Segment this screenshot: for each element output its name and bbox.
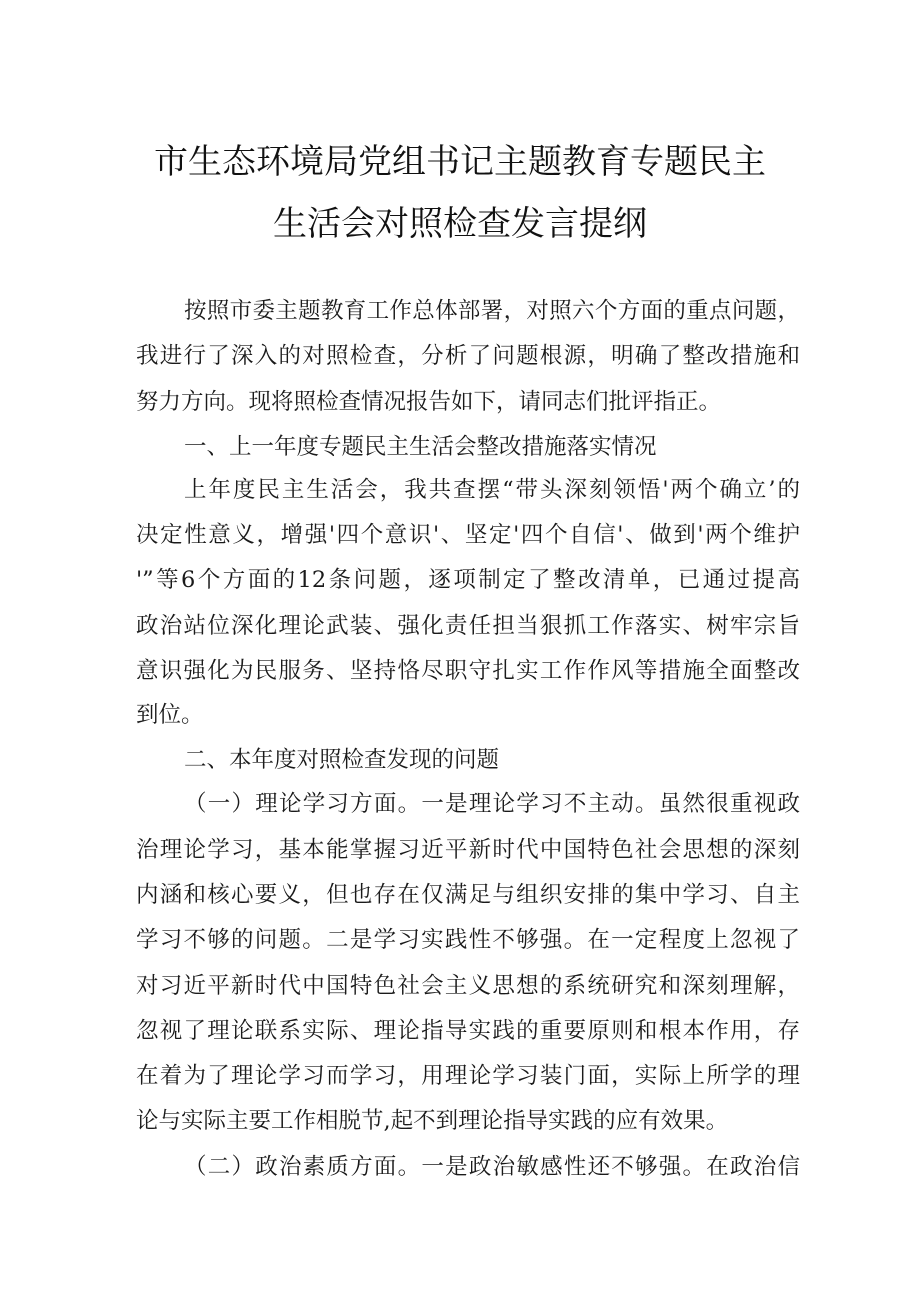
paragraph-line: （二）政治素质方面。一是政治敏感性还不够强。在政治信 bbox=[184, 1154, 800, 1180]
section-heading: 二、本年度对照检查发现的问题 bbox=[184, 747, 500, 773]
paragraph-line: 忽视了理论联系实际、理论指导实践的重要原则和根本作用，存 bbox=[136, 1018, 800, 1044]
paragraph-line: 努力方向。现将照检查情况报告如下，请同志们批评指正。 bbox=[136, 389, 722, 415]
paragraph-line: 决定性意义，增强'四个意识'、坚定'四个自信'、做到'两个维护 bbox=[136, 522, 800, 548]
paragraph-line: （一）理论学习方面。一是理论学习不主动。虽然很重视政 bbox=[184, 791, 800, 817]
paragraph-line: 上年度民主生活会，我共查摆“带头深刻领悟'两个确立’的 bbox=[184, 477, 800, 503]
paragraph-line: 治理论学习，基本能掌握习近平新时代中国特色社会思想的深刻 bbox=[136, 837, 800, 863]
paragraph-line: 在着为了理论学习而学习，用理论学习装门面，实际上所学的理 bbox=[136, 1063, 800, 1089]
paragraph-line: 按照市委主题教育工作总体部署，对照六个方面的重点问题， bbox=[184, 298, 800, 324]
document-title-line-1: 市生态环境局党组书记主题教育专题民主 bbox=[154, 142, 766, 182]
paragraph-line: 意识强化为民服务、坚持恪尽职守扎实工作作风等措施全面整改 bbox=[136, 658, 800, 684]
section-heading: 一、上一年度专题民主生活会整改措施落实情况 bbox=[184, 434, 657, 460]
paragraph-line: '”等6个方面的12条问题，逐项制定了整改清单，已通过提高 bbox=[136, 567, 800, 593]
paragraph-line: 政治站位深化理论武装、强化责任担当狠抓工作落实、树牢宗旨 bbox=[136, 613, 800, 639]
paragraph-line: 到位。 bbox=[136, 702, 204, 728]
document-title-line-2: 生活会对照检查发言提纲 bbox=[273, 204, 647, 244]
paragraph-line: 我进行了深入的对照检查，分析了问题根源，明确了整改措施和 bbox=[136, 343, 800, 369]
paragraph-line: 学习不够的问题。二是学习实践性不够强。在一定程度上忽视了 bbox=[136, 927, 800, 953]
paragraph-line: 论与实际主要工作相脱节,起不到理论指导实践的应有效果。 bbox=[136, 1108, 729, 1134]
paragraph-line: 对习近平新时代中国特色社会主义思想的系统研究和深刻理解， bbox=[136, 973, 800, 999]
paragraph-line: 内涵和核心要义，但也存在仅满足与组织安排的集中学习、自主 bbox=[136, 882, 800, 908]
